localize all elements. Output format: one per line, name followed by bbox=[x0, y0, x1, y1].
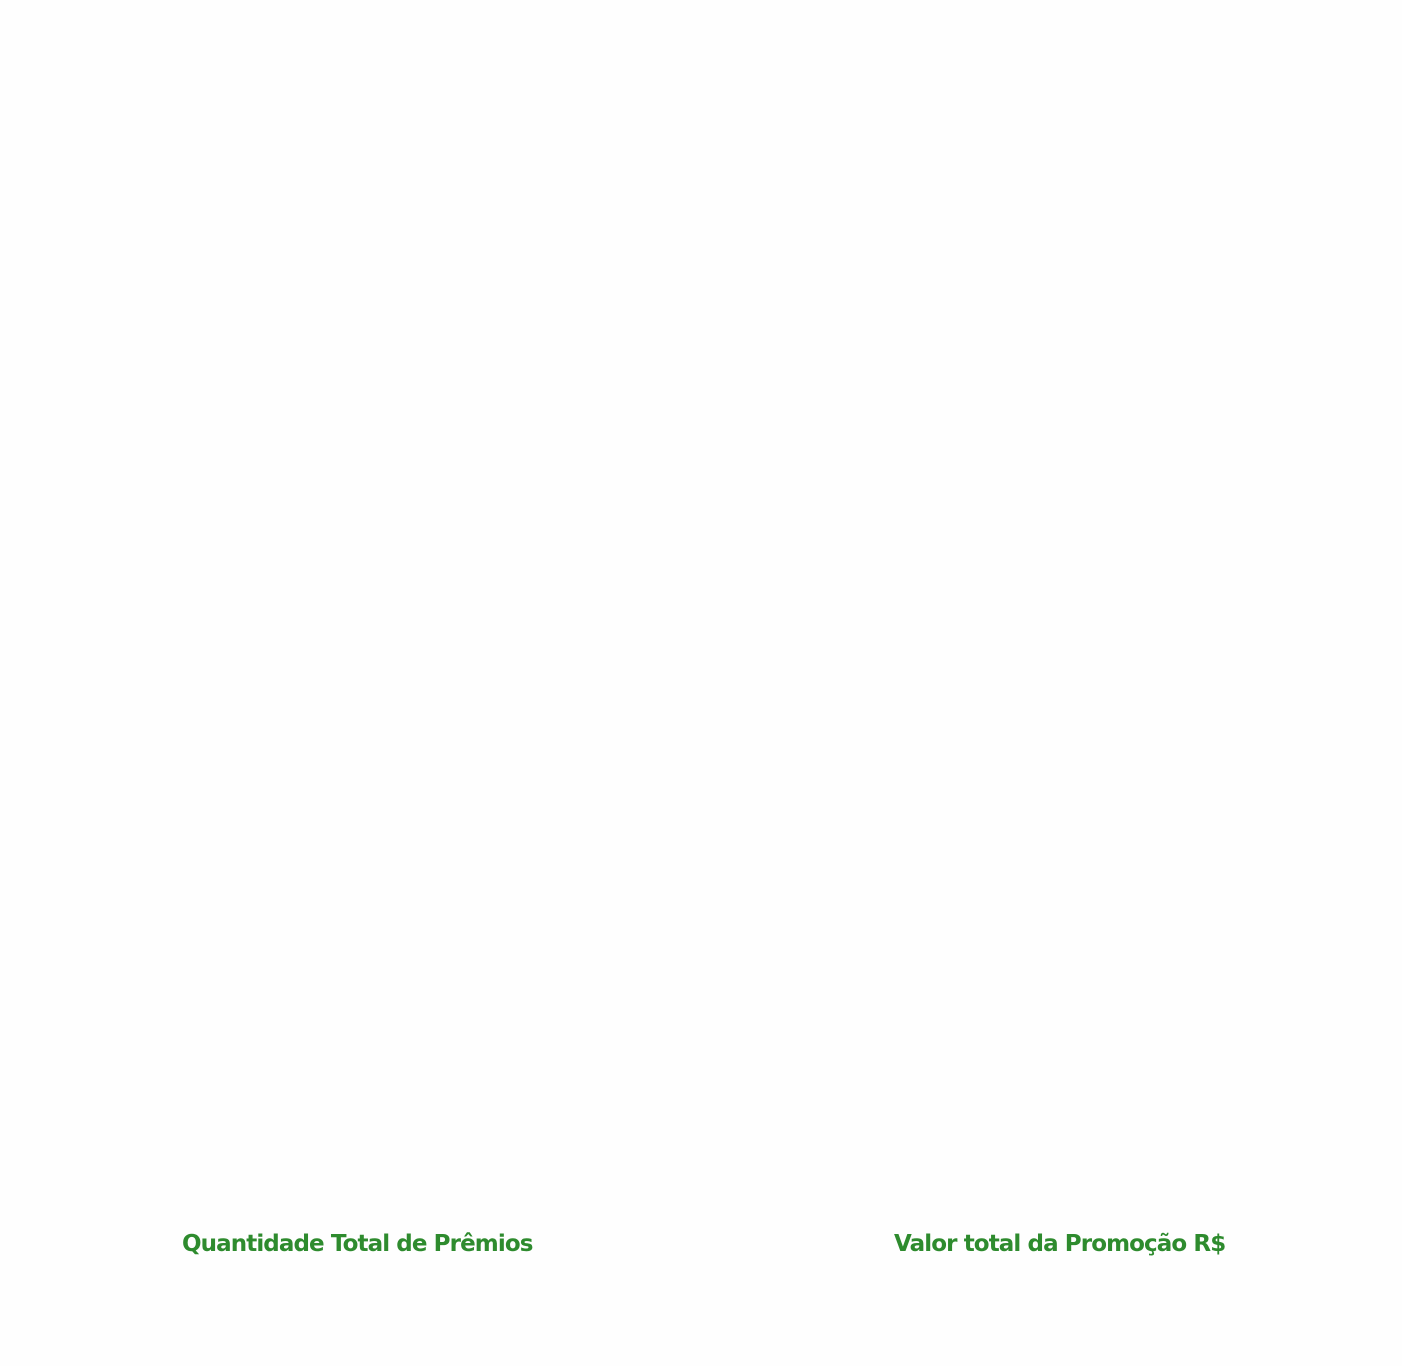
total-value-label: Valor total da Promoção R$ bbox=[894, 1231, 1226, 1257]
stats-row bbox=[0, 1226, 1402, 1266]
total-prizes-label: Quantidade Total de Prêmios bbox=[182, 1231, 533, 1257]
